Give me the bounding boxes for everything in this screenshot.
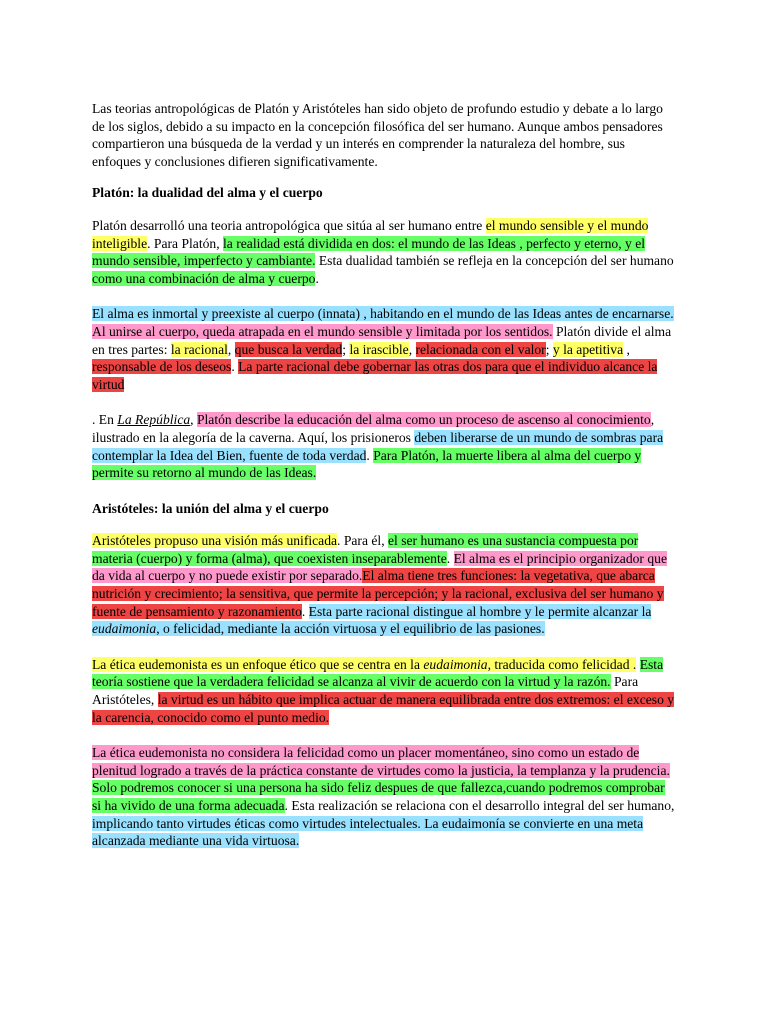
text-segment: , — [227, 341, 235, 357]
text-segment: . — [315, 270, 319, 286]
highlighted-text: La parte racional debe gobernar las otras dos para que el individuo alcance la virtud — [92, 359, 658, 392]
highlighted-text: eudaimonia — [423, 656, 488, 672]
highlighted-text: , traducida como felicidad . — [487, 656, 637, 672]
highlighted-text: Platón describe la educación del alma como un proceso de ascenso al conocimiento — [196, 412, 651, 428]
highlighted-text: La ética eudemonista no considera la felicidad como un placer momentáneo, sino como un estado de plenitud logrado a través de la práctica constante de virtudes como la justicia, la templanza y la prudencia. — [92, 745, 670, 778]
highlighted-text: la racional — [170, 341, 228, 357]
highlighted-text: y la apetitiva — [552, 341, 624, 357]
text-segment: ; — [342, 341, 350, 357]
text-segment: . — [446, 550, 454, 566]
highlighted-text: , o felicidad, mediante la acción virtuosa y el equilibrio de las pasiones. — [156, 621, 545, 637]
text-segment: . — [366, 447, 374, 463]
text-segment: , — [190, 412, 197, 428]
text-segment: Platón desarrolló una teoria antropológica que sitúa al ser humano entre — [92, 217, 486, 233]
highlighted-text: la realidad está dividida en dos: el mundo de las Ideas , perfecto y eterno, y el mundo sensible, imperfecto y cambiante. — [92, 235, 646, 269]
text-segment: . — [301, 603, 309, 619]
text-segment: . Para Platón, — [147, 235, 224, 251]
text-segment: , ilustrado en la alegoría de la caverna. Aquí, los prisioneros — [92, 412, 655, 445]
highlighted-text: eudaimonia — [92, 621, 157, 637]
highlighted-text: como una combinación de alma y cuerpo — [92, 270, 316, 286]
highlighted-text: El alma tiene tres funciones: la vegetativa, que abarca nutrición y crecimiento; la sensitiva, que permite la percepción; y la racional, exclusiva del ser humano y fuente de pensamiento y razonamiento — [92, 568, 664, 619]
aristoteles-heading: Aristóteles: la unión del alma y el cuerpo — [92, 500, 329, 516]
highlighted-text: implicando tanto virtudes éticas como virtudes intelectuales. La eudaimonía se convierte en una meta alcanzada mediante una vida virtuosa. — [92, 815, 644, 849]
highlighted-text: Para Platón, la muerte libera al alma del cuerpo y permite su retorno al mundo de las Ideas. — [92, 447, 642, 481]
text-segment: , — [408, 341, 416, 357]
intro-paragraph: Las teorias antropológicas de Platón y Aristóteles han sido objeto de profundo estudio y debate a lo largo de los siglos, debido a su impacto en la concepción filosófica del ser humano. Aunque ambos pensadores compartieron una búsqueda de la verdad y un interés en comprender la naturaleza del hombre, sus enfoques y conclusiones difieren significativamente. — [92, 101, 663, 169]
text-segment: Esta dualidad también se refleja en la concepción del ser humano — [315, 253, 674, 269]
text-segment: Platón divide el alma en tres partes: — [92, 323, 672, 357]
text-segment: . Para él, — [337, 533, 388, 549]
text-segment: , — [623, 341, 630, 357]
text-segment: . Esta realización se relaciona con el desarrollo integral del ser humano, — [284, 798, 675, 813]
text-segment: Para Aristóteles, — [92, 674, 639, 708]
highlighted-text: Solo podremos conocer si una persona ha sido feliz despues de que fallezca,cuando podremos comprobar si ha vivido de una forma adecuada — [92, 780, 665, 813]
aristoteles-paragraph-3 — [92, 744, 676, 850]
highlighted-text: Esta parte racional distingue al hombre y le permite alcanzar la — [308, 603, 652, 619]
platon-paragraph-2 — [92, 305, 676, 393]
platon-heading: Platón: la dualidad del alma y el cuerpo — [92, 185, 323, 201]
platon-paragraph-1 — [92, 217, 676, 287]
highlighted-text: la irascible — [349, 341, 409, 357]
highlighted-text: La ética eudemonista es un enfoque ético que se centra en la — [92, 656, 424, 672]
aristoteles-paragraph-2 — [92, 656, 676, 726]
aristoteles-paragraph-1 — [92, 532, 676, 638]
text-segment: . — [231, 359, 239, 375]
highlighted-text: Esta teoría sostiene que la verdadera felicidad se alcanza al vivir de acuerdo con la virtud y la razón. — [92, 656, 664, 690]
highlighted-text: que busca la verdad — [234, 341, 343, 357]
highlighted-text: la virtud es un hábito que implica actuar de manera equilibrada entre dos extremos: el exceso y la carencia, conocido como el punto medio. — [92, 692, 675, 725]
highlighted-text: El alma es el principio organizador que da vida al cuerpo y no puede existir por separado. — [92, 550, 667, 584]
highlighted-text: el mundo sensible y el mundo inteligible — [92, 217, 649, 251]
highlighted-text: responsable de los deseos — [92, 359, 232, 375]
text-segment: ; — [545, 341, 553, 357]
platon-paragraph-3 — [92, 411, 676, 481]
highlighted-text: Al unirse al cuerpo, queda atrapada en el mundo sensible y limitada por los sentidos. — [92, 323, 553, 339]
highlighted-text: La República — [117, 412, 191, 428]
highlighted-text: relacionada con el valor — [415, 341, 546, 357]
highlighted-text: El alma es inmortal y preexiste al cuerpo (innata) , habitando en el mundo de las Ideas antes de encarnarse. — [92, 306, 674, 322]
highlighted-text: deben liberarse de un mundo de sombras para contemplar la Idea del Bien, fuente de toda verdad — [92, 429, 664, 463]
highlighted-text: el ser humano es una sustancia compuesta por materia (cuerpo) y forma (alma), que coexisten inseparablemente — [92, 533, 639, 566]
text-segment: . En — [92, 412, 118, 428]
highlighted-text: Aristóteles propuso una visión más unificada — [92, 533, 338, 549]
